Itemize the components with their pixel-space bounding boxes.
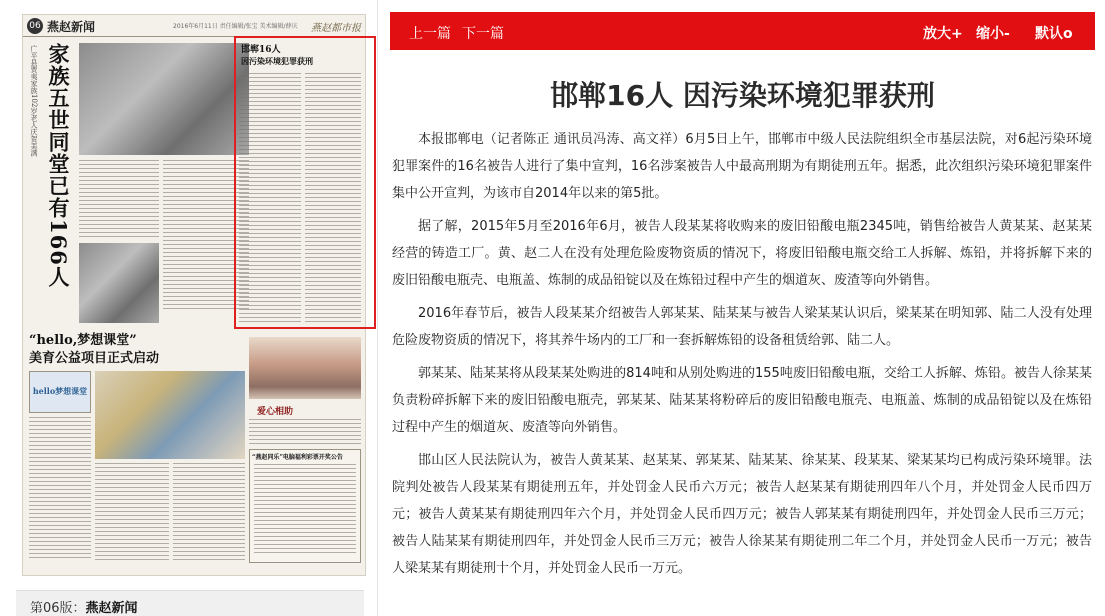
- text-column: [95, 463, 169, 561]
- page-caption-section: 燕赵新闻: [85, 601, 138, 616]
- lottery-notice-lines: [254, 464, 356, 556]
- family-story-subtitle: 广平县贾夷家族102岁老人庆贺美满: [30, 45, 38, 157]
- zoom-out-button[interactable]: 缩小-: [976, 26, 1010, 42]
- article-paragraph: 郭某某、陆某某将从段某某处购进的814吨和从别处购进的155吨废旧铅酸电瓶，交给工人拆解、炼铅。被告人徐某某负责粉碎拆解下来的废旧铅酸电瓶壳，郭某某、陆某某将粉碎后的废旧铅酸电瓶壳、电瓶盖、炼制的成品铅锭以及在炼铅过程中产生的烟道灰、废渣等向外销售。: [392, 366, 1092, 435]
- page-caption[interactable]: [16, 590, 364, 616]
- text-column: [79, 160, 159, 240]
- article-paragraph: 据了解，2015年5月至2016年6月，被告人段某某将收购来的废旧铅酸电瓶2345吨，销售给被告人黄某某、赵某某经营的铸造工厂。黄、赵二人在没有处理危险废物资质的情况下，将废旧铅酸电瓶交给工人拆解、炼铅，并将拆解下来的废旧铅酸电瓶壳、电瓶盖、炼制的成品铅锭以及在炼铅过程中产生的烟道灰、废渣等向外销售。: [392, 219, 1092, 288]
- article-title: 邯郸16人 因污染环境犯罪获刑: [550, 79, 935, 112]
- text-column: [249, 419, 361, 445]
- newspaper-pane: [0, 0, 378, 616]
- highlight-story-title-1: 邯郸16人: [241, 45, 281, 55]
- prev-article-link[interactable]: 上一篇: [409, 26, 451, 42]
- family-story-title: 家族五世同堂已有166人: [46, 43, 71, 288]
- article-paragraph: 邯山区人民法院认为，被告人黄某某、赵某某、郭某某、陆某某、徐某某、段某某、梁某某均已构成污染环境罪。法院判处被告人段某某有期徒刑五年，并处罚金人民币六万元；被告人赵某某有期徒刑四年八个月，并处罚金人民币四万元；被告人黄某某有期徒刑四年六个月，并处罚金人民币四万元；被告人郭某某有期徒刑四年，并处罚金人民币三万元；被告人陆某某有期徒刑四年，并处罚金人民币三万元；被告人徐某某有期徒刑二年二个月，并处罚金人民币一万元；被告人梁某某有期徒刑十个月，并处罚金人民币一万元。: [392, 453, 1092, 576]
- class-story-title-1: “hello,梦想课堂”: [29, 333, 137, 348]
- article-toolbar: [390, 12, 1095, 50]
- next-article-link[interactable]: 下一篇: [462, 26, 504, 42]
- page-header: [23, 15, 366, 37]
- lottery-notice-box: [249, 449, 361, 563]
- zoom-in-button[interactable]: 放大+: [923, 26, 963, 42]
- elder-portrait-photo: [79, 243, 159, 323]
- class-event-photo: [95, 371, 245, 459]
- page-number-badge: 06: [27, 18, 43, 34]
- article-paragraph: 本报邯郸电（记者陈正 通讯员冯涛、高文祥）6月5日上午，邯郸市中级人民法院组织全市基层法院，对6起污染环境犯罪案件的16名被告人进行了集中宣判，16名涉案被告人中最高刑期为有期徒刑五年。据悉，此次组织污染环境犯罪案件集中公开宣判，为该市自2014年以来的第5批。: [392, 132, 1092, 201]
- masthead-logo: 燕赵都市报: [311, 23, 361, 34]
- text-column: [29, 417, 91, 559]
- selected-article-highlight[interactable]: [234, 36, 376, 329]
- lottery-notice-title: “燕赵同乐”电脑福利彩票开奖公告: [252, 454, 343, 461]
- page-caption-label: 第06版：: [30, 601, 86, 616]
- highlight-story-title-2: 因污染环境犯罪获刑: [241, 56, 313, 66]
- article-paragraph: 2016年春节后，被告人段某某介绍被告人郭某某、陆某某与被告人梁某某认识后，梁某某在明知郭、陆二人没有处理危险废物资质的情况下，将其养牛场内的工厂和一套拆解炼铅的设备租赁给郭、陆二人。: [392, 306, 1092, 348]
- page-section-name: 燕赵新闻: [47, 20, 96, 34]
- page-date-line: 2016年6月11日 责任编辑/张宝 美术编辑/薛庆: [173, 23, 298, 30]
- family-group-photo: [79, 43, 249, 155]
- class-story-title-2: 美育公益项目正式启动: [29, 351, 160, 366]
- side-story-title: 爱心相助: [257, 407, 294, 417]
- stage-photo: [249, 337, 361, 399]
- class-logo-text: hello梦想课堂: [32, 386, 88, 396]
- class-logo: [29, 371, 91, 413]
- default-size-button[interactable]: 默认o: [1035, 26, 1073, 42]
- text-column: [173, 463, 245, 561]
- article-body: [392, 126, 1092, 588]
